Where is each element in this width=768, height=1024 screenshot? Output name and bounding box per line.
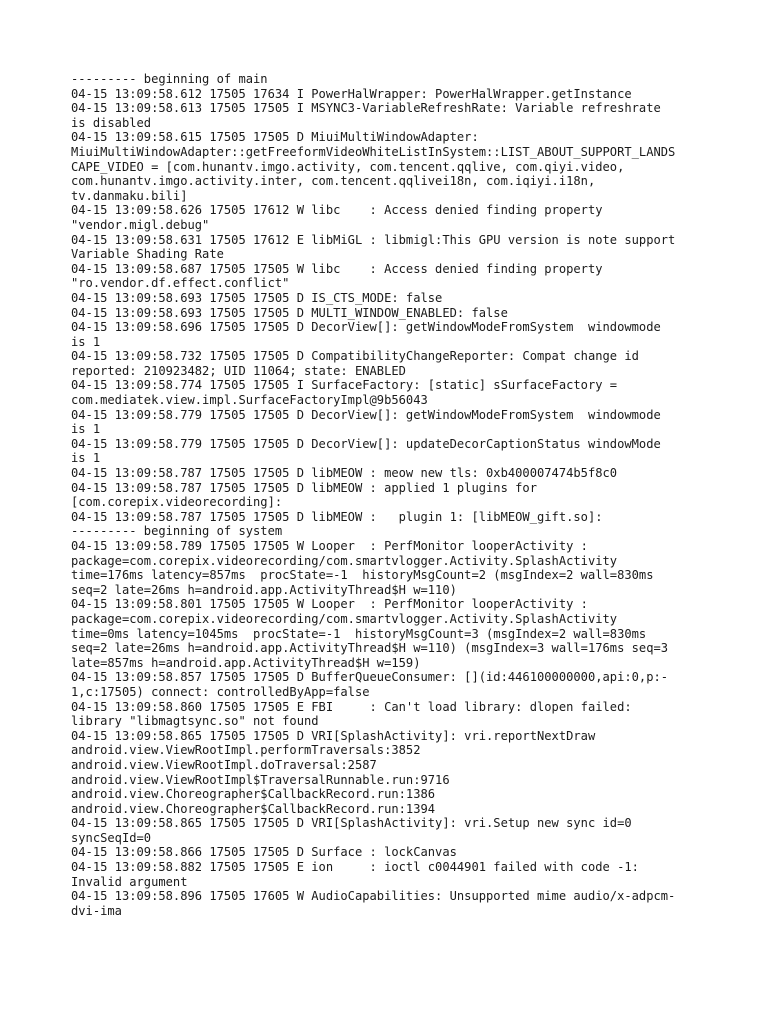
log-line: 04-15 13:09:58.612 17505 17634 I PowerHalWrapper: PowerHalWrapper.getInstance (71, 86, 632, 101)
log-line: android.view.ViewRootImpl$TraversalRunnable.run:9716 (71, 772, 450, 787)
log-line: "vendor.migl.debug" (71, 217, 210, 232)
log-line: MiuiMultiWindowAdapter::getFreeformVideoWhiteListInSystem::LIST_ABOUT_SUPPORT_LANDS (71, 144, 676, 159)
log-line: android.view.Choreographer$CallbackRecord.run:1394 (71, 801, 436, 816)
log-line: 04-15 13:09:58.615 17505 17505 D MiuiMultiWindowAdapter: (71, 130, 479, 145)
log-line: android.view.ViewRootImpl.doTraversal:2587 (71, 757, 377, 772)
log-line: android.view.ViewRootImpl.performTraversals:3852 (71, 743, 421, 758)
log-line: is 1 (71, 422, 101, 437)
log-line: 04-15 13:09:58.787 17505 17505 D libMEOW : plugin 1: [libMEOW_gift.so]: (71, 509, 603, 524)
log-line: 04-15 13:09:58.865 17505 17505 D VRI[SplashActivity]: vri.Setup new sync id=0 (71, 816, 632, 831)
log-line: 04-15 13:09:58.857 17505 17505 D BufferQueueConsumer: [](id:446100000000,api:0,p:- (71, 670, 669, 685)
log-line: 04-15 13:09:58.693 17505 17505 D MULTI_WINDOW_ENABLED: false (71, 305, 508, 320)
log-line: 04-15 13:09:58.687 17505 17505 W libc : Access denied finding property (71, 261, 603, 276)
log-line: 04-15 13:09:58.631 17505 17612 E libMiGL : libmigl:This GPU version is note support (71, 232, 676, 247)
log-line: 04-15 13:09:58.896 17505 17605 W AudioCapabilities: Unsupported mime audio/x-adpcm- (71, 889, 676, 904)
log-line: is disabled (71, 115, 152, 130)
log-line: seq=2 late=26ms h=android.app.ActivityThread$H w=110) (71, 582, 457, 597)
log-line: Invalid argument (71, 874, 188, 889)
log-line: 04-15 13:09:58.787 17505 17505 D libMEOW : meow new tls: 0xb400007474b5f8c0 (71, 466, 618, 481)
log-line: package=com.corepix.videorecording/com.smartvlogger.Activity.SplashActivity (71, 611, 618, 626)
log-line: library "libmagtsync.so" not found (71, 714, 319, 729)
log-line: "ro.vendor.df.effect.conflict" (71, 276, 290, 291)
log-line: 04-15 13:09:58.865 17505 17505 D VRI[SplashActivity]: vri.reportNextDraw (71, 728, 596, 743)
log-line: is 1 (71, 451, 101, 466)
log-line: 04-15 13:09:58.693 17505 17505 D IS_CTS_MODE: false (71, 290, 443, 305)
log-line: 04-15 13:09:58.787 17505 17505 D libMEOW : applied 1 plugins for (71, 480, 537, 495)
log-line: seq=2 late=26ms h=android.app.ActivityThread$H w=110) (msgIndex=3 wall=176ms seq=3 (71, 641, 669, 656)
log-line: package=com.corepix.videorecording/com.smartvlogger.Activity.SplashActivity (71, 553, 618, 568)
log-line: 04-15 13:09:58.779 17505 17505 D DecorView[]: getWindowModeFromSystem windowmode (71, 407, 661, 422)
log-line: 04-15 13:09:58.774 17505 17505 I SurfaceFactory: [static] sSurfaceFactory = (71, 378, 618, 393)
log-line: com.hunantv.imgo.activity.inter, com.tencent.qqlivei18n, com.iqiyi.i18n, (71, 174, 596, 189)
log-line: 04-15 13:09:58.882 17505 17505 E ion : ioctl c0044901 failed with code -1: (71, 860, 639, 875)
log-line: --------- beginning of main (71, 72, 268, 86)
log-line: CAPE_VIDEO = [com.hunantv.imgo.activity, com.tencent.qqlive, com.qiyi.video, (71, 159, 625, 174)
log-line: 04-15 13:09:58.866 17505 17505 D Surface : lockCanvas (71, 845, 457, 860)
log-line: com.mediatek.view.impl.SurfaceFactoryImpl@9b56043 (71, 393, 428, 408)
log-line: 04-15 13:09:58.732 17505 17505 D CompatibilityChangeReporter: Compat change id (71, 349, 639, 364)
log-line: dvi-ima (71, 903, 122, 918)
log-line: 04-15 13:09:58.789 17505 17505 W Looper : PerfMonitor looperActivity : (71, 539, 588, 553)
log-line: [com.corepix.videorecording]: (71, 495, 283, 510)
log-line: 04-15 13:09:58.801 17505 17505 W Looper : PerfMonitor looperActivity : (71, 597, 588, 612)
log-line: syncSeqId=0 (71, 830, 152, 845)
log-line: 04-15 13:09:58.860 17505 17505 E FBI : Can't load library: dlopen failed: (71, 699, 632, 714)
log-line: 04-15 13:09:58.613 17505 17505 I MSYNC3-VariableRefreshRate: Variable refreshrate (71, 101, 661, 116)
log-line: tv.danmaku.bili] (71, 188, 188, 203)
log-line: 04-15 13:09:58.696 17505 17505 D DecorView[]: getWindowModeFromSystem windowmode (71, 320, 661, 335)
log-line: reported: 210923482; UID 11064; state: ENABLED (71, 363, 406, 378)
log-line: --------- beginning of system (71, 524, 283, 539)
log-line: time=176ms latency=857ms procState=-1 historyMsgCount=2 (msgIndex=2 wall=830ms (71, 568, 654, 583)
log-line: 1,c:17505) connect: controlledByApp=false (71, 684, 370, 699)
log-line: 04-15 13:09:58.626 17505 17612 W libc : Access denied finding property (71, 203, 603, 218)
log-line: android.view.Choreographer$CallbackRecord.run:1386 (71, 787, 436, 802)
log-line: late=857ms h=android.app.ActivityThread$H w=159) (71, 655, 421, 670)
log-line: 04-15 13:09:58.779 17505 17505 D DecorView[]: updateDecorCaptionStatus windowMode (71, 436, 661, 451)
log-line: time=0ms latency=1045ms procState=-1 historyMsgCount=3 (msgIndex=2 wall=830ms (71, 626, 647, 641)
log-line: Variable Shading Rate (71, 247, 224, 262)
log-line: is 1 (71, 334, 101, 349)
log-document (71, 72, 711, 918)
